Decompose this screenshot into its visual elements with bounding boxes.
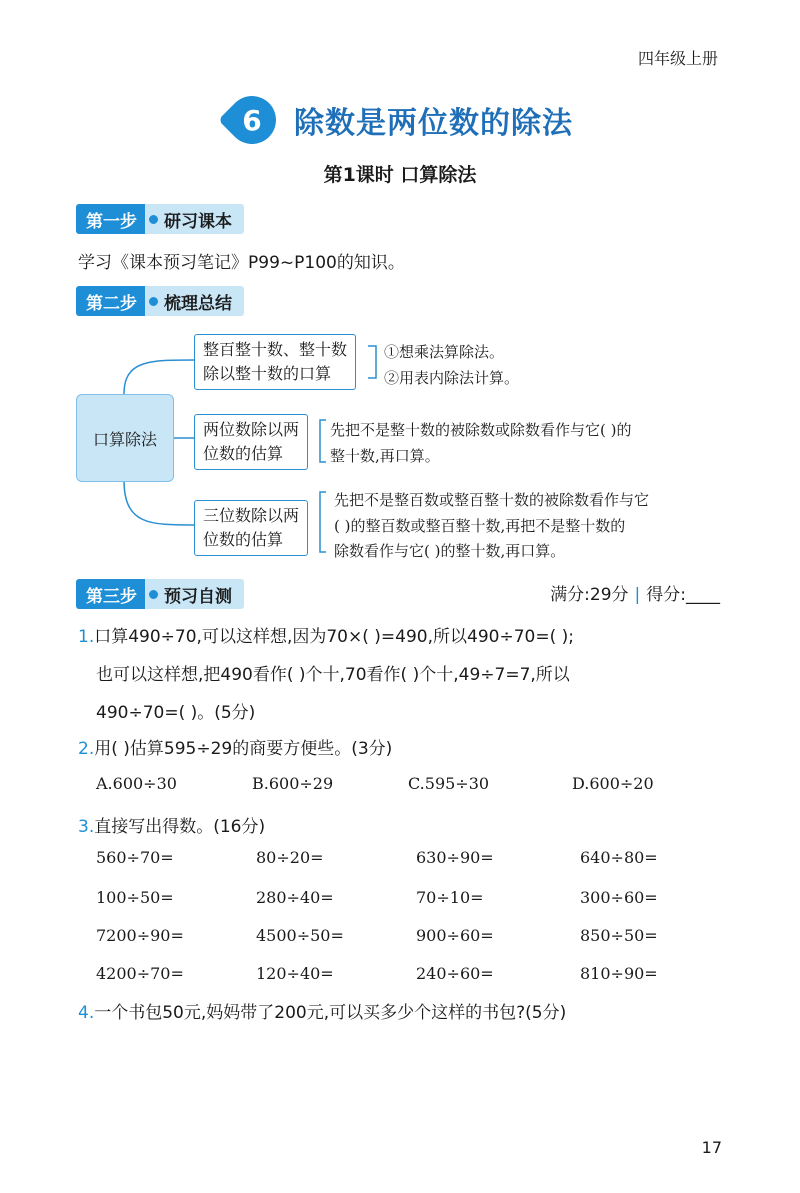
branch-3-note-1: 先把不是整百数或整百整十数的被除数看作与它 xyxy=(334,491,650,509)
step2-label: 第二步 xyxy=(76,286,145,316)
question-4-number: 4. xyxy=(78,1003,95,1023)
question-1-line2: 也可以这样想,把490看作( )个十,70看作( )个十,49÷7=7,所以 xyxy=(96,665,570,685)
calc-item: 4500÷50= xyxy=(256,926,344,945)
calc-grid xyxy=(96,848,740,1002)
step3-header xyxy=(76,579,244,609)
branch-1-line2: 除以整十数的口算 xyxy=(203,364,332,383)
branch-1-note-2: ②用表内除法计算。 xyxy=(384,368,520,387)
step3-label: 第三步 xyxy=(76,579,145,609)
step2-name: 梳理总结 xyxy=(164,293,232,314)
step-dot-icon xyxy=(147,588,160,601)
calc-item: 80÷20= xyxy=(256,848,324,867)
question-4 xyxy=(78,994,566,1032)
question-2-options xyxy=(96,774,654,793)
question-4-text: 一个书包50元,妈妈带了200元,可以买多少个这样的书包?(5分) xyxy=(94,1003,567,1023)
question-2-text: 用( )估算595÷29的商要方便些。(3分) xyxy=(94,739,393,759)
branch-3-line2: 位数的估算 xyxy=(203,530,284,549)
option-c[interactable]: C.595÷30 xyxy=(408,774,490,793)
calc-item: 7200÷90= xyxy=(96,926,184,945)
calc-item: 70÷10= xyxy=(416,888,484,907)
branch-3-note-2: ( )的整百数或整百整十数,再把不是整十数的 xyxy=(334,516,626,535)
question-3-text: 直接写出得数。(16分) xyxy=(94,817,266,837)
score-divider: | xyxy=(634,585,641,605)
score-got: 得分:____ xyxy=(646,585,720,605)
question-3 xyxy=(78,808,265,846)
step1-name: 研习课本 xyxy=(164,211,232,232)
calc-row xyxy=(96,888,740,926)
branch-3-line1: 三位数除以两 xyxy=(203,506,300,525)
option-b[interactable]: B.600÷29 xyxy=(252,774,334,793)
option-a[interactable]: A.600÷30 xyxy=(96,774,177,793)
grade-label: 四年级上册 xyxy=(637,49,718,68)
step3-name: 预习自测 xyxy=(164,586,232,607)
mindmap-center: 口算除法 xyxy=(76,394,174,482)
question-2 xyxy=(78,730,392,768)
question-1-number: 1. xyxy=(78,627,95,647)
branch-2-note-1: 先把不是整十数的被除数或除数看作与它( )的 xyxy=(330,421,632,439)
step1-text: 学习《课本预习笔记》P99~P100的知识。 xyxy=(78,253,405,273)
calc-row xyxy=(96,926,740,964)
calc-item: 100÷50= xyxy=(96,888,174,907)
question-1-line3: 490÷70=( )。(5分) xyxy=(96,703,256,723)
score-total: 满分:29分 xyxy=(550,585,629,605)
calc-item: 630÷90= xyxy=(416,848,494,867)
question-3-number: 3. xyxy=(78,817,95,837)
calc-item: 900÷60= xyxy=(416,926,494,945)
unit-title: 除数是两位数的除法 xyxy=(294,106,573,141)
score-box xyxy=(550,580,720,605)
branch-3-note-3: 除数看作与它( )的整十数,再口算。 xyxy=(334,542,566,560)
calc-item: 640÷80= xyxy=(580,848,658,867)
option-d[interactable]: D.600÷20 xyxy=(572,774,654,793)
calc-item: 560÷70= xyxy=(96,848,174,867)
calc-row xyxy=(96,848,740,888)
question-1 xyxy=(78,618,738,732)
calc-item: 240÷60= xyxy=(416,964,494,983)
lesson-title: 第1课时 口算除法 xyxy=(323,164,477,186)
calc-item: 810÷90= xyxy=(580,964,658,983)
unit-number: 6 xyxy=(242,103,262,137)
step1-label: 第一步 xyxy=(76,204,145,234)
question-2-number: 2. xyxy=(78,739,95,759)
calc-item: 300÷60= xyxy=(580,888,658,907)
calc-item: 280÷40= xyxy=(256,888,334,907)
calc-item: 120÷40= xyxy=(256,964,334,983)
branch-2-line1: 两位数除以两 xyxy=(203,420,300,439)
calc-item: 4200÷70= xyxy=(96,964,184,983)
question-1-line1: 口算490÷70,可以这样想,因为70×( )=490,所以490÷70=( ); xyxy=(94,627,574,647)
branch-1-note-1: ①想乘法算除法。 xyxy=(384,343,505,361)
branch-2-note-2: 整十数,再口算。 xyxy=(330,446,440,465)
branch-2-line2: 位数的估算 xyxy=(203,444,284,463)
branch-3-notes xyxy=(334,488,649,565)
branch-1-line1: 整百整十数、整十数 xyxy=(203,340,348,359)
calc-item: 850÷50= xyxy=(580,926,658,945)
page-number: 17 xyxy=(701,1138,722,1157)
